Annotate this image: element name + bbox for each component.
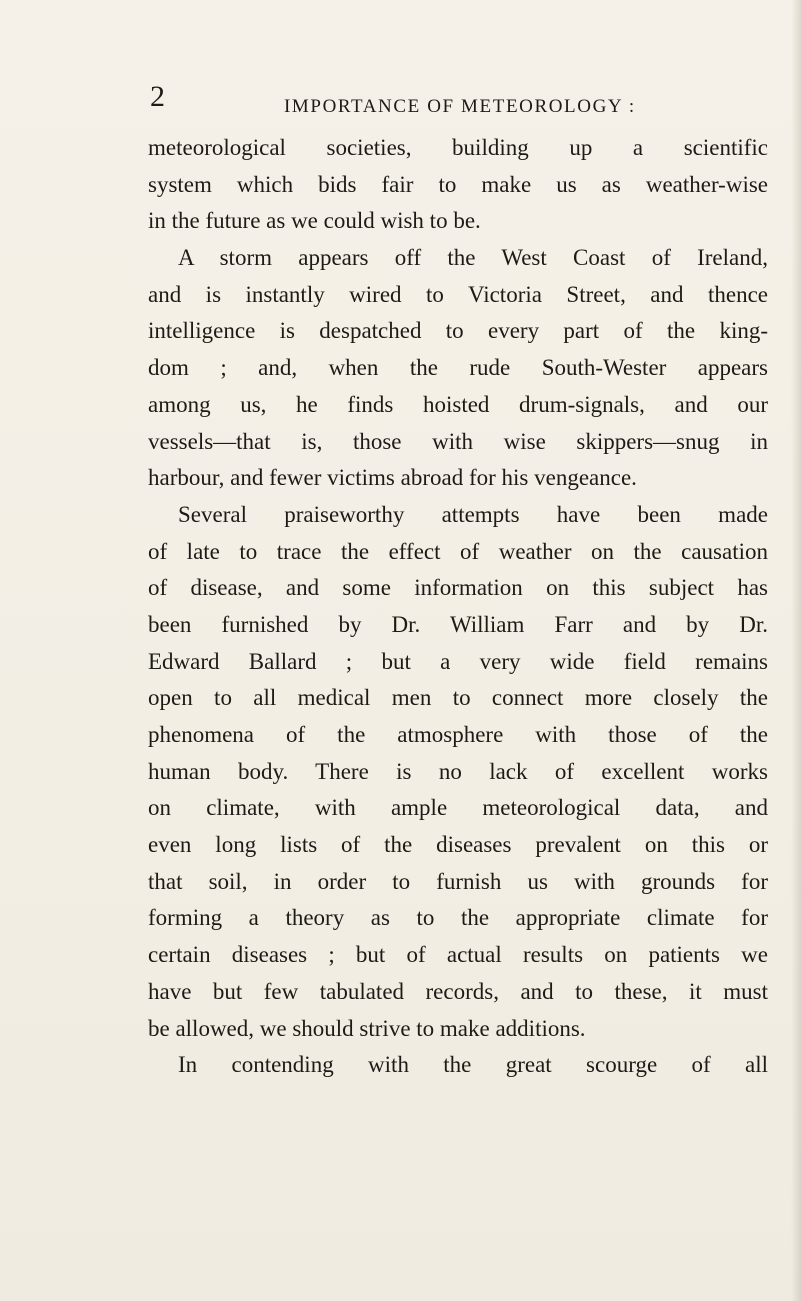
text-line: open to all medical men to connect more closely the (148, 685, 768, 711)
text-line: among us, he finds hoisted drum-signals, and our (148, 391, 768, 417)
text-line: be allowed, we should strive to make additions. (148, 1015, 586, 1041)
text-line: In contending with the great scourge of all (178, 1052, 768, 1078)
body-text (148, 130, 768, 1084)
running-head: IMPORTANCE OF METEOROLOGY : (284, 96, 636, 117)
text-line: in the future as we could wish to be. (148, 208, 481, 234)
text-line: Edward Ballard ; but a very wide field remains (148, 648, 768, 674)
text-line: and is instantly wired to Victoria Street, and thence (148, 281, 768, 307)
text-line: on climate, with ample meteorological data, and (148, 795, 768, 821)
text-line: certain diseases ; but of actual results on patients we (148, 942, 768, 968)
text-line: meteorological societies, building up a scientific (148, 135, 768, 160)
page-number: 2 (150, 80, 165, 113)
text-line: Several praiseworthy attempts have been made (178, 501, 768, 527)
text-line: that soil, in order to furnish us with grounds for (148, 868, 768, 894)
text-line: of disease, and some information on this subject has (148, 575, 768, 601)
text-line: harbour, and fewer victims abroad for his vengeance. (148, 465, 637, 491)
text-line: phenomena of the atmosphere with those of the (148, 722, 768, 747)
text-line: vessels—that is, those with wise skippers—snug in (148, 428, 768, 454)
text-line: forming a theory as to the appropriate climate for (148, 905, 768, 931)
text-line: dom ; and, when the rude South-Wester appears (148, 355, 768, 381)
text-line: have but few tabulated records, and to these, it must (148, 978, 768, 1004)
text-line: human body. There is no lack of excellent works (148, 758, 768, 784)
text-line: been furnished by Dr. William Farr and by Dr. (148, 611, 768, 637)
text-line: even long lists of the diseases prevalent on this or (148, 832, 768, 858)
page-edge-shadow (791, 0, 801, 1301)
text-line: of late to trace the effect of weather on the causation (148, 538, 768, 564)
text-line: system which bids fair to make us as weather-wise (148, 171, 768, 197)
text-line: A storm appears off the West Coast of Ireland, (178, 245, 768, 271)
text-line: intelligence is despatched to every part of the king- (148, 318, 768, 344)
